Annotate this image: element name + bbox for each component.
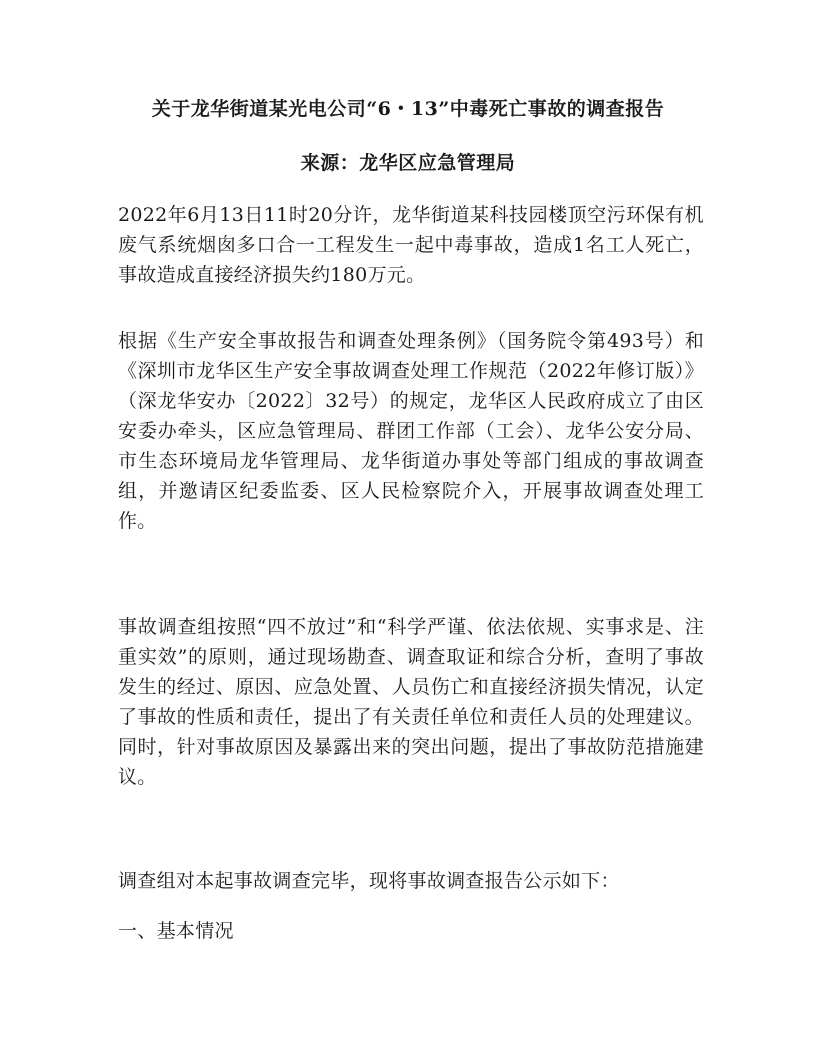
paragraph-incident-summary: 2022年6月13日11时20分许，龙华街道某科技园楼顶空污环保有机废气系统烟囱多口合一工程发生一起中毒事故，造成1名工人死亡，事故造成直接经济损失约180万元。 bbox=[118, 204, 704, 286]
paragraph-announcement: 调查组对本起事故调查完毕，现将事故调查报告公示如下： bbox=[118, 870, 620, 892]
paragraph-legal-basis: 根据《生产安全事故报告和调查处理条例》（国务院令第493号）和《深圳市龙华区生产安全事故调查处理工作规范（2022年修订版）》（深龙华安办〔2022〕32号）的规定，龙华区人民政府成立了由区安委办牵头，区应急管理局、群团工作部（工会）、龙华公安分局、市生态环境局龙华管理局、龙华街道办事处等部门组成的事故调查组，并邀请区纪委监委、区人民检察院介入，开展事故调查处理工作。 bbox=[118, 330, 704, 532]
paragraph-investigation-principles: 事故调查组按照“四不放过”和“科学严谨、依法依规、实事求是、注重实效”的原则，通过现场勘查、调查取证和综合分析，查明了事故发生的经过、原因、应急处置、人员伤亡和直接经济损失情况，认定了事故的性质和责任，提出了有关责任单位和责任人员的处理建议。同时，针对事故原因及暴露出来的突出问题，提出了事故防范措施建议。 bbox=[118, 616, 704, 788]
document-title: 关于龙华街道某光电公司“6・13”中毒死亡事故的调查报告 bbox=[151, 98, 665, 120]
section-heading-basic-info: 一、基本情况 bbox=[118, 920, 234, 942]
document-source: 来源：龙华区应急管理局 bbox=[300, 152, 516, 174]
